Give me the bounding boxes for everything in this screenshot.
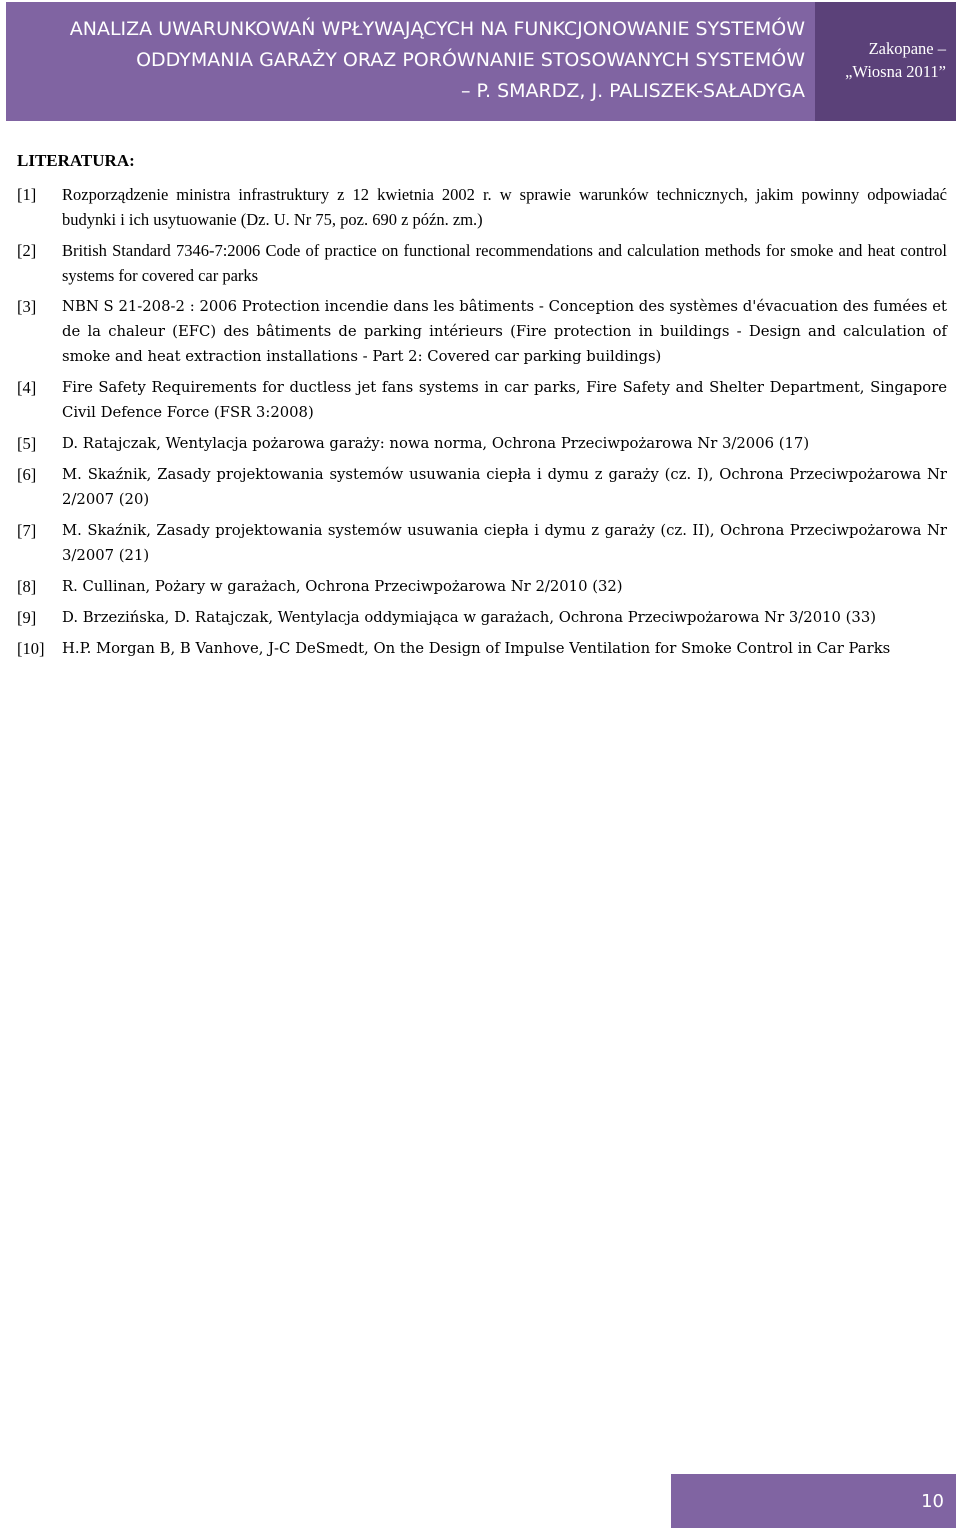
reference-text: Rozporządzenie ministra infrastruktury z 12 kwietnia 2002 r. w sprawie warunków technicznych, jakim powinny odpowiadać budynki i ich usytuowanie (Dz. U. Nr 75, poz. 690 z późn. zm.) <box>62 185 947 229</box>
header-event-season: „Wiosna 2011” <box>845 62 946 81</box>
reference-item <box>17 462 947 512</box>
reference-item <box>17 294 947 369</box>
reference-text: D. Ratajczak, Wentylacja pożarowa garaży: nowa norma, Ochrona Przeciwpożarowa Nr 3/2006 (17) <box>62 435 810 452</box>
reference-text: M. Skaźnik, Zasady projektowania systemów usuwania ciepła i dymu z garaży (cz. I), Ochrona Przeciwpożarowa Nr 2/2007 (20) <box>62 466 947 508</box>
page-number: 10 <box>921 1490 944 1512</box>
reference-number: [9] <box>17 608 37 627</box>
reference-item <box>17 431 947 456</box>
reference-text: Fire Safety Requirements for ductless jet fans systems in car parks, Fire Safety and Shelter Department, Singapore Civil Defence Force (FSR 3:2008) <box>62 379 947 421</box>
reference-number: [1] <box>17 185 37 204</box>
page-number-box <box>671 1474 956 1528</box>
reference-number: [4] <box>17 378 37 397</box>
reference-text: R. Cullinan, Pożary w garażach, Ochrona Przeciwpożarowa Nr 2/2010 (32) <box>62 578 623 595</box>
reference-item <box>17 238 947 288</box>
page-header <box>6 2 956 121</box>
reference-number: [6] <box>17 465 37 484</box>
reference-text: H.P. Morgan B, B Vanhove, J-C DeSmedt, On the Design of Impulse Ventilation for Smoke Control in Car Parks <box>62 640 891 657</box>
reference-number: [5] <box>17 434 37 453</box>
header-title-block <box>6 2 815 121</box>
reference-number: [3] <box>17 297 37 316</box>
reference-number: [10] <box>17 639 45 658</box>
reference-number: [8] <box>17 577 37 596</box>
reference-item <box>17 518 947 568</box>
header-authors-line: – P. SMARDZ, J. PALISZEK-SAŁADYGA <box>460 80 805 102</box>
reference-list <box>17 182 947 667</box>
section-title: LITERATURA: <box>17 151 135 170</box>
reference-text: NBN S 21-208-2 : 2006 Protection incendie dans les bâtiments - Conception des systèmes d'évacuation des fumées et de la chaleur (EFC) des bâtiments de parking intérieurs (Fire protection in buildings - Design and calculation of smoke and heat extraction installations - Part 2: Covered car parking buildings) <box>62 298 947 365</box>
reference-item <box>17 574 947 599</box>
reference-item <box>17 636 947 661</box>
reference-text: British Standard 7346-7:2006 Code of practice on functional recommendations and calculation methods for smoke and heat control systems for covered car parks <box>62 241 947 285</box>
reference-item <box>17 605 947 630</box>
header-event-block <box>815 2 956 121</box>
reference-item <box>17 375 947 425</box>
header-title-line-1: ANALIZA UWARUNKOWAŃ WPŁYWAJĄCYCH NA FUNKCJONOWANIE SYSTEMÓW <box>69 18 805 40</box>
reference-number: [2] <box>17 241 37 260</box>
header-title-line-2: ODDYMANIA GARAŻY ORAZ PORÓWNANIE STOSOWANYCH SYSTEMÓW <box>136 49 805 71</box>
header-event-place: Zakopane – <box>868 39 946 58</box>
reference-text: D. Brzezińska, D. Ratajczak, Wentylacja oddymiająca w garażach, Ochrona Przeciwpożarowa Nr 3/2010 (33) <box>62 609 877 626</box>
reference-text: M. Skaźnik, Zasady projektowania systemów usuwania ciepła i dymu z garaży (cz. II), Ochrona Przeciwpożarowa Nr 3/2007 (21) <box>62 522 947 564</box>
reference-number: [7] <box>17 521 37 540</box>
reference-item <box>17 182 947 232</box>
